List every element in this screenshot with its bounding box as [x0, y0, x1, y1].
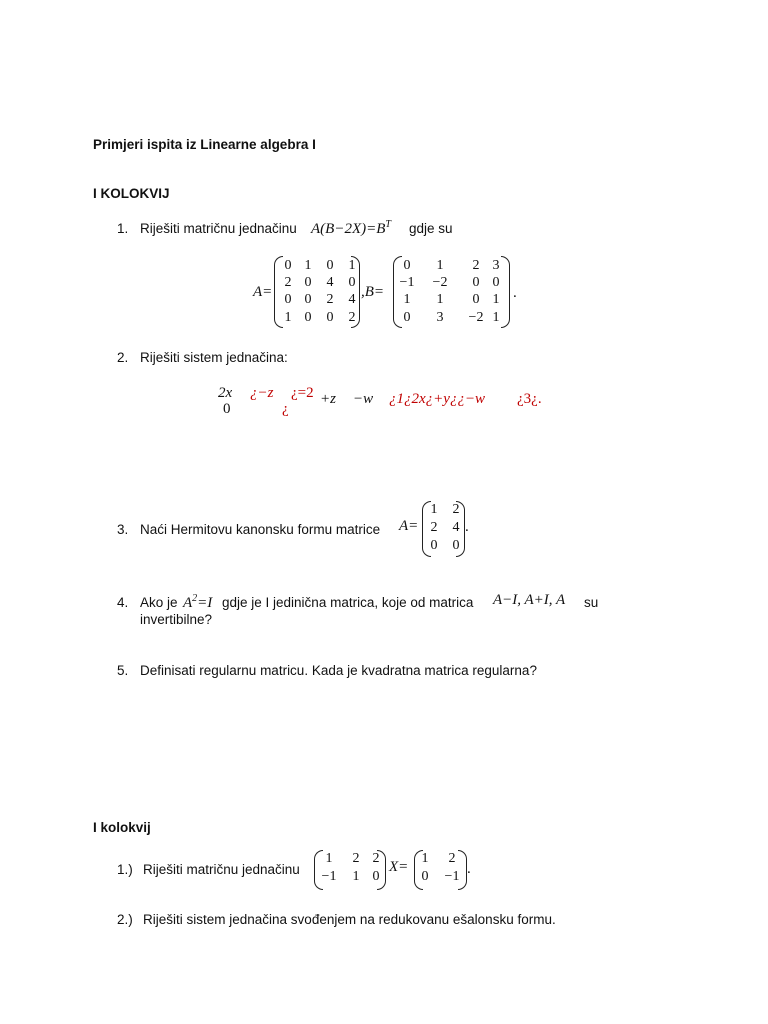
- matrix-cell: 0: [430, 538, 438, 553]
- equation: $A(B-2X)=B^T$: [311, 219, 391, 237]
- question-text: su: [584, 595, 599, 610]
- question-text: Riješiti sistem jednačina:: [140, 350, 288, 365]
- matrix-cell: 4: [326, 275, 334, 290]
- matrix-cell: 0: [372, 869, 380, 884]
- matrix-cell: 2: [472, 258, 480, 273]
- system-term: ¿: [282, 401, 289, 417]
- system-term: ¿=2: [291, 385, 314, 401]
- matrix-cell: −1: [399, 275, 415, 290]
- equation: X=: [389, 859, 409, 875]
- matrix-cell: 1: [430, 502, 438, 517]
- matrix-cell: 2: [448, 851, 456, 866]
- matrix-cell: 4: [452, 520, 460, 535]
- matrix-cell: 4: [348, 292, 356, 307]
- period: .: [467, 861, 471, 877]
- question-number: 3.: [117, 522, 129, 537]
- matrix-cell: 1: [421, 851, 429, 866]
- matrix-cell: 3: [436, 310, 444, 325]
- matrix-cell: −2: [432, 275, 448, 290]
- matrix-cell: 1: [436, 258, 444, 273]
- question-text: Ako je: [140, 595, 178, 610]
- section-heading-1: I KOLOKVIJ: [93, 186, 170, 201]
- matrix-a-label: A=: [253, 284, 273, 300]
- matrix-cell: 0: [472, 292, 480, 307]
- question-text: Riješiti sistem jednačina svođenjem na redukovanu ešalonsku formu.: [143, 912, 556, 927]
- matrix-cell: 1: [325, 851, 333, 866]
- matrix-cell: 1: [348, 258, 356, 273]
- matrix-cell: 1: [436, 292, 444, 307]
- system-term: ¿1¿2x¿+y¿¿−w: [389, 391, 486, 407]
- matrix-label: A=: [399, 518, 419, 534]
- matrix-cell: 1: [284, 310, 292, 325]
- question-number: 2.: [117, 350, 129, 365]
- matrix-cell: 1: [403, 292, 411, 307]
- question-number: 4.: [117, 595, 129, 610]
- period: .: [513, 285, 517, 301]
- question-number: 5.: [117, 663, 129, 678]
- matrix-cell: 0: [326, 258, 334, 273]
- system-term: −w: [353, 391, 374, 407]
- matrix-cell: 0: [284, 292, 292, 307]
- matrix-cell: 0: [304, 310, 312, 325]
- matrix-cell: 1: [492, 292, 500, 307]
- system-term: +z: [320, 391, 336, 407]
- matrix-cell: −2: [468, 310, 484, 325]
- matrix-cell: 0: [421, 869, 429, 884]
- matrix-cell: 2: [284, 275, 292, 290]
- equation: $A^2=I$: [183, 593, 213, 611]
- question-number: 1.): [117, 862, 133, 877]
- matrix-b-label: ,B=: [361, 284, 385, 300]
- system-term: ¿3¿.: [517, 391, 542, 407]
- matrix-cell: 2: [372, 851, 380, 866]
- matrix-cell: 1: [492, 310, 500, 325]
- question-text: Riješiti matričnu jednačinu: [143, 862, 300, 877]
- question-text: Riješiti matričnu jednačinu: [140, 221, 297, 236]
- matrix-cell: 0: [492, 275, 500, 290]
- matrix-cell: 2: [348, 310, 356, 325]
- matrix-cell: −1: [444, 869, 460, 884]
- question-number: 2.): [117, 912, 133, 927]
- system-term: 2x: [218, 385, 233, 401]
- system-term: ¿−z: [250, 385, 274, 401]
- matrix-cell: 0: [472, 275, 480, 290]
- question-text: Definisati regularnu matricu. Kada je kvadratna matrica regularna?: [140, 663, 537, 678]
- question-text: Naći Hermitovu kanonsku formu matrice: [140, 522, 381, 537]
- question-number: 1.: [117, 221, 129, 236]
- matrix-cell: 1: [352, 869, 360, 884]
- matrix-cell: 0: [403, 310, 411, 325]
- matrix-cell: 0: [304, 275, 312, 290]
- question-text: gdje je I jedinična matrica, koje od matrica: [222, 595, 474, 610]
- question-tail: gdje su: [409, 221, 453, 236]
- matrix-cell: 2: [352, 851, 360, 866]
- system-term: 0: [223, 401, 231, 417]
- period: .: [465, 519, 469, 535]
- matrix-cell: 0: [304, 292, 312, 307]
- matrix-cell: 0: [348, 275, 356, 290]
- matrix-cell: −1: [321, 869, 337, 884]
- matrix-cell: 2: [326, 292, 334, 307]
- question-text: invertibilne?: [140, 612, 213, 627]
- document-title: Primjeri ispita iz Linearne algebra I: [93, 137, 316, 152]
- matrix-cell: 0: [284, 258, 292, 273]
- matrix-cell: 1: [304, 258, 312, 273]
- section-heading-2: I kolokvij: [93, 820, 151, 835]
- matrix-cell: 0: [403, 258, 411, 273]
- matrix-cell: 3: [492, 258, 500, 273]
- matrices: A−I, A+I, A: [493, 592, 566, 608]
- matrix-cell: 0: [452, 538, 460, 553]
- matrix-cell: 2: [430, 520, 438, 535]
- matrix-cell: 2: [452, 502, 460, 517]
- matrix-cell: 0: [326, 310, 334, 325]
